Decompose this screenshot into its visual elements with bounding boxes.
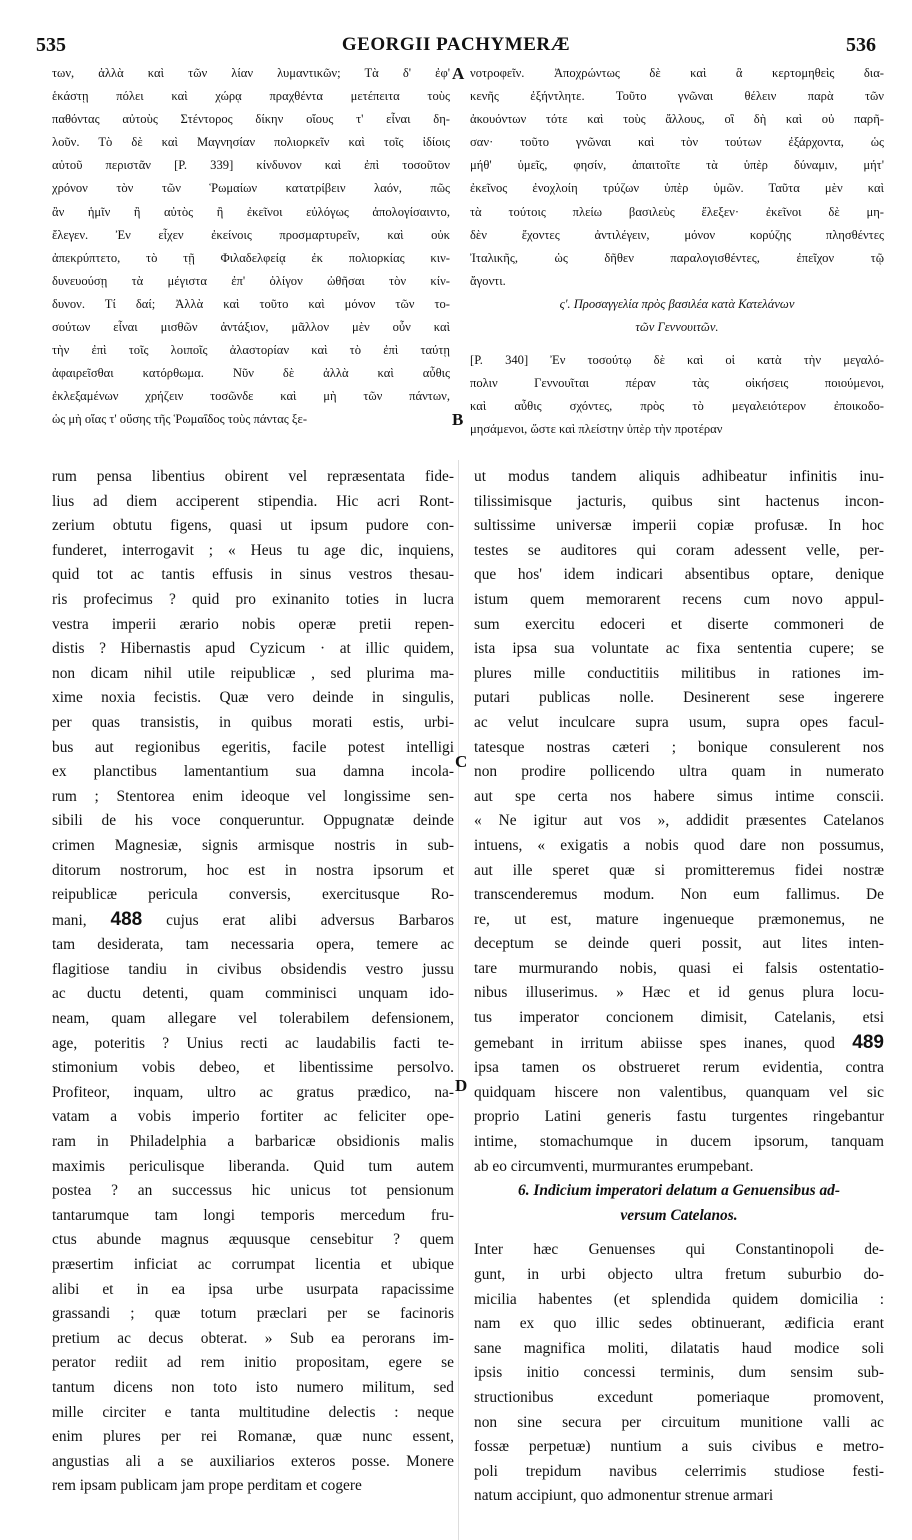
text-line: aut ille speret quæ si promitteremus fidei nostræ [474,861,884,879]
text-line: nibus illuserimus. » Hæc et id genus plura locu- [474,984,884,1002]
greek-text-right-column [470,62,884,442]
text-line: plures mille conductitiis militibus in rationes im- [474,664,884,682]
latin-paragraph-1 [474,465,884,1179]
text-line: enim plures per rei Romanæ, quæ nunc essent, [52,1428,454,1446]
text-line: κενῆς ἐξήντλητε. Τοῦτο γνῶναι θέλειν παρὰ τῶν [470,89,884,104]
text-line: intime, stomachumque in ducem ipsorum, tanquam [474,1133,884,1151]
latin-section-heading [474,1179,884,1228]
text-line: μήθ' ὑμεῖς, φησίν, ἀπαιτοῖτε τὰ ὑπὲρ δύναμιν, μήτ' [470,158,884,173]
text-line: lius ad diem acciperent stipendia. Hic acri Ront- [52,492,454,510]
text-line: rem ipsam publicam jam prope perditam et cogere [52,1477,362,1495]
text-line: ditorum nostrorum, hoc est in nostra ipsorum et [52,861,454,879]
text-line: transcenderemus modum. Non eum fallimus. De [474,886,884,904]
heading-line: ς'. Προσαγγελία πρὸς βασιλέα κατὰ Κατελάνων [559,296,795,311]
text-line: quid tot ac tantis effusis in sinus vestros thesau- [52,566,454,584]
text-line: natum accipiunt, quo admonentur strenue armari [474,1487,774,1505]
text-line: xime noxia fecistis. Quæ vero deinde in singulis, [52,689,454,707]
heading-line: versum Catelanos. [620,1206,738,1224]
paragraph-gap [474,1228,884,1238]
text-line: sum exercitu edoceri et diserte commoneri de [474,615,884,633]
text-line: per quas transistis, in quibus morati estis, urbi- [52,713,454,731]
text-line: non dicam nihil utile reipublicæ , sed plurima ma- [52,664,454,682]
text-line: ἑκάστῃ πόλει καὶ χώρᾳ πραχθέντα μετέπειτα τοὺς [52,89,450,104]
page-number-right: 536 [846,34,876,56]
text-line: δυνον. Τί δαί; Ἀλλὰ καὶ τοῦτο καὶ μόνον τῶν το- [52,296,450,311]
text-line: Inter hæc Genuenses qui Constantinopoli de- [474,1241,884,1259]
text-line: των, ἀλλὰ καὶ τῶν λίαν λυμαντικῶν; Τὰ δ' ἐφ' [52,66,450,80]
text-line: ab eo circumventi, murmurantes erumpebant. [474,1157,754,1175]
text-line: tantum dicens non toto isto numero militum, sed [52,1378,454,1396]
text-line: mani, 488 cujus erat alibi adversus Barbaros [52,908,454,930]
margin-letter-a: A [452,64,465,83]
running-title: GEORGII PACHYMERÆ [341,34,571,55]
text-line: χρόνον τὸν τῶν Ῥωμαίων κατατρίβειν λαόν, πῶς [52,181,450,196]
text-line: quidquam hiscere non valentibus, quanquam vel sic [474,1083,884,1101]
text-line: mille circiter e tanta multitudine delectis : neque [52,1403,454,1421]
text-line: funderet, interrogavit ; « Heus tu age dic, inquiens, [52,541,454,559]
text-line: αὐτοῦ περιστᾶν [P. 339] κίνδυνον καὶ ἐπὶ τοσοῦτον [52,158,450,173]
text-line: σαν· τοῦτο γνῶναι καὶ τὸν τούτων ἐξάρχοντα, ὡς [470,135,884,150]
text-line: flagitiose tandiu in civibus obsidendis vestro jussu [52,960,454,978]
text-line: nam ex quo illic sedes obtinuerant, ædificia erant [474,1315,884,1333]
text-line: poli trepidum navibus celerrimis studiose festi- [474,1462,884,1480]
text-line: λοῦν. Τὸ δὲ καὶ Μαγνησίαν πολιορκεῖν καὶ τοῖς ἰδίοις [52,135,450,150]
text-line: ctus abunde magnus æquusque censebitur ? quem [52,1231,454,1249]
text-line: ἀπεκρύπτετο, τὸ τῇ Φιλαδελφείᾳ ἐκ πολιορκίας κιν- [52,250,450,265]
text-line: ut modus tandem aliquis adhibeatur infinitis inu- [474,468,884,485]
text-line: gunt, in urbi objecto ultra fretum suburbio do- [474,1266,884,1283]
greek-text-left-column [52,62,450,432]
heading-line: τῶν Γεννουιτῶν. [635,320,719,335]
text-line: structionibus excedunt pomeriaque promovent, [474,1388,884,1406]
text-line: perator rediit ad rem initio propositam, egere se [52,1354,454,1372]
text-line: ἄγοντι. [470,273,506,288]
text-line: ἐκλεξαμένων χρήζειν τοσῶνδε καὶ μὴ τῶν πάντων, [52,389,450,404]
text-line: vatam a vobis imperio fortiter ac feliciter ope- [52,1108,454,1126]
folio-counter: 489 [852,1031,884,1053]
paragraph-gap [470,339,884,349]
text-line: tam desiderata, tam necessaria opera, temere ac [52,936,454,954]
text-line: Ἰταλικῆς, ὡς δῆθεν παραλογισθέντες, ἐπεῖχον τῷ [470,250,884,265]
text-line: aut spe certa nos habere simus intime conscii. [474,787,884,805]
text-line: δὲν ἔχοντες ἀντιλέγειν, μόνον κορύζης πλησθέντες [470,227,884,242]
text-line: fossæ perpetuæ) nuntium a suis civibus e metro- [474,1438,884,1456]
text-line: rum pensa libentius obirent vel repræsentata fide- [52,468,454,485]
latin-paragraph-2 [474,1238,884,1509]
latin-text-left-column [52,465,454,1499]
text-line: ac velut inculcare supra usum, supra opes facul- [474,713,884,731]
text-line: testes se auditores qui coram adessent velle, per- [474,541,884,559]
text-line: Profiteor, inquam, ultro ac gratus prædico, na- [52,1083,454,1101]
greek-section-heading [470,293,884,339]
text-line: istum quem memorarent recens cum novo appul- [474,590,884,608]
text-line: ἀφαιρεῖσθαι κατόρθωμα. Νῦν δὲ ἀλλὰ καὶ αὖθις [52,366,450,381]
text-line: ac ductu detenti, quam comminisci unquam ido- [52,985,454,1003]
text-line: maximis periculisque liberanda. Quid tum autem [52,1157,454,1175]
text-line: proprio Latini generis fastu turgentes ringebantur [474,1108,884,1126]
text-line: τὴν ἐπὶ τοῖς λοιποῖς ἀλαστορίαν καὶ τὸ ἐπὶ ταύτῃ [52,343,450,358]
text-line: reipublicæ pericula conversis, exercitusque Ro- [52,886,454,904]
text-line: ἐκεῖνος ἐνοχλοίη τρύζων ὑπὲρ ὑμῶν. Ταῦτα μὲν καὶ [470,181,884,196]
heading-line: 6. Indicium imperatori delatum a Genuensibus ad- [518,1182,840,1200]
margin-letter-b: B [452,410,464,429]
text-line: deceptum se deinde queri possit, aut lites inten- [474,935,884,953]
text-line: non sine secura per circuitum munitione valli ac [474,1413,884,1431]
text-line: ex planctibus lamentantium sua damna incola- [52,763,454,781]
text-line: putari publicas nolle. Desinerent sese ingerere [474,689,884,707]
text-line: zerium obtutu figens, quasi ut ipsum pudore con- [52,517,454,535]
text-line: μησάμενοι, ὥστε καὶ πλείστην ὑπὲρ τὴν προτέραν [470,422,723,437]
text-line: sane magnifica moliti, dilatatis haud modice soli [474,1339,884,1357]
column-divider [458,460,459,1540]
text-line: « Ne igitur aut vos », addidit præsentes Catelanos [474,812,884,830]
text-line: tilissimisque jacturis, quibus sint hactenus incon- [474,492,884,510]
text-line: pretium ac decus obterat. » Sub ea perorans im- [52,1329,454,1347]
text-line: δυνευούσῃ τὰ μέγιστα ἐπ' ὀλίγον ὠθῆσαι τὸν κίν- [52,273,450,288]
greek-paragraph-1 [470,62,884,293]
text-line: [P. 340] Ἐν τοσούτῳ δὲ καὶ οἱ κατὰ τὴν μεγαλό- [470,353,884,368]
greek-paragraph-2 [470,349,884,441]
text-line: age, poteritis ? Unius recti ac laudabilis facti te- [52,1034,454,1052]
text-line: ἔλεγεν. Ἐν εἶχεν ἐκείνοις προσμαρτυρεῖν, καὶ οὐκ [52,227,450,242]
latin-text-right-column [474,465,884,1509]
text-line: ipsis initio concessi terminis, dum sensim sub- [474,1364,884,1382]
text-line: tare murmurando nobis, quasi ei falsis ostentatio- [474,959,884,977]
text-line: ista ipsa sua voluntate ac fixa sententia cupere; se [474,640,884,658]
text-line: ipsa tamen os obstrueret rerum evidentia, contra [474,1059,884,1077]
text-line: καὶ αὖθις σχόντες, πρὸς τὸ μεγαλειότερον ἐποικοδο- [470,399,884,414]
text-line: stimonium vobis debeo, et libentissime persolvo. [52,1059,454,1077]
text-line: πολιν Γεννουῖται πέραν τὰς οἰκήσεις ποιούμενοι, [470,376,884,391]
text-line: ris profecimus ? quid pro exinanito toties in lucra [52,590,454,608]
text-line: τὰ τούτοις πλείω βασιλεὺς ἔλεξεν· ἐκεῖνοι δὲ μη- [470,204,884,219]
folio-counter: 488 [110,908,143,930]
text-line: crimen Magnesiæ, signis armisque nostris in sub- [52,836,454,854]
text-line: sultissime universæ imperii copiæ profusæ. In hoc [474,517,884,535]
text-line: ὡς μὴ οἵας τ' οὔσης τῆς Ῥωμαΐδος τοὺς πάντας ξε- [52,412,308,427]
margin-letter-d: D [455,1076,468,1095]
text-line: tatesque nostras cæteri ; bonique consulerent nos [474,738,884,756]
text-line: νοτροφεῖν. Ἀποχρώντως δὲ καὶ ἃ κερτομηθεὶς δια- [470,66,884,80]
text-line: postea ? an successus hic unicus tot pensionum [52,1182,454,1200]
text-line: non prodire pollicendo ultra quam in numerato [474,763,884,781]
text-line: tantarumque tam longi temporis mercedum fru- [52,1206,454,1224]
text-line: ἀκουόντων τότε καὶ τοὺς ἄλλους, οἳ δὴ καὶ οὐ παρῆ- [470,112,884,127]
text-line: gemebant in irritum abiisse spes inanes, quod 489 [474,1031,884,1053]
margin-letter-c: C [455,752,468,771]
text-line: tus imperator concionem dimisit, Catelanis, etsi [474,1009,884,1027]
text-line: παθόντας αὐτοὺς Στέντορος δίκην οἴους τ' εἶναι δη- [52,112,450,127]
text-line: re, ut est, mature ingenueque præmonemus, ne [474,910,884,928]
page-number-left: 535 [36,34,66,56]
text-line: neam, quam allegare vel tolerabilem defensionem, [52,1010,454,1028]
text-line: ram in Philadelphia a barbaricæ obsidionis malis [52,1133,454,1151]
page-header [36,34,876,62]
text-line: rum ; Stentorea enim ideoque vel longissime sen- [52,787,454,805]
text-line: grassandi ; quæ totum præclari per se facinoris [52,1305,454,1323]
text-line: σούτων εἶναι μισθῶν ἀντάξιον, μᾶλλον μὲν οὖν καὶ [52,320,450,335]
text-line: ἂν ἡμῖν ἢ αὐτὸς ἢ ἐκεῖνοι εὐλόγως ἀπολογίσαιντο, [52,204,450,219]
text-line: bus aut regionibus egeritis, facile potest intelligi [52,738,454,756]
text-line: micilia habentes (et splendida quidem domicilia : [474,1290,884,1308]
text-line: sibili de his voce conqueruntur. Oppugnatæ deinde [52,812,454,830]
text-line: alibi et in ea ipsa urbe usurpata rapacissime [52,1280,454,1298]
text-line: vestra imperii ærario nobis operæ pretii repen- [52,615,454,633]
text-line: intuens, « exigatis a nobis quod dare non possumus, [474,836,884,854]
text-line: que hos' idem indicari absentibus optare, denique [474,566,884,584]
text-line: præsertim inficiat ac corrumpat licentia et ubique [52,1256,454,1273]
text-line: distis ? Hibernastis apud Cyzicum · at illic quidem, [52,640,454,658]
text-line: angustias ali a se auxiliarios exteros posse. Monere [52,1452,454,1470]
